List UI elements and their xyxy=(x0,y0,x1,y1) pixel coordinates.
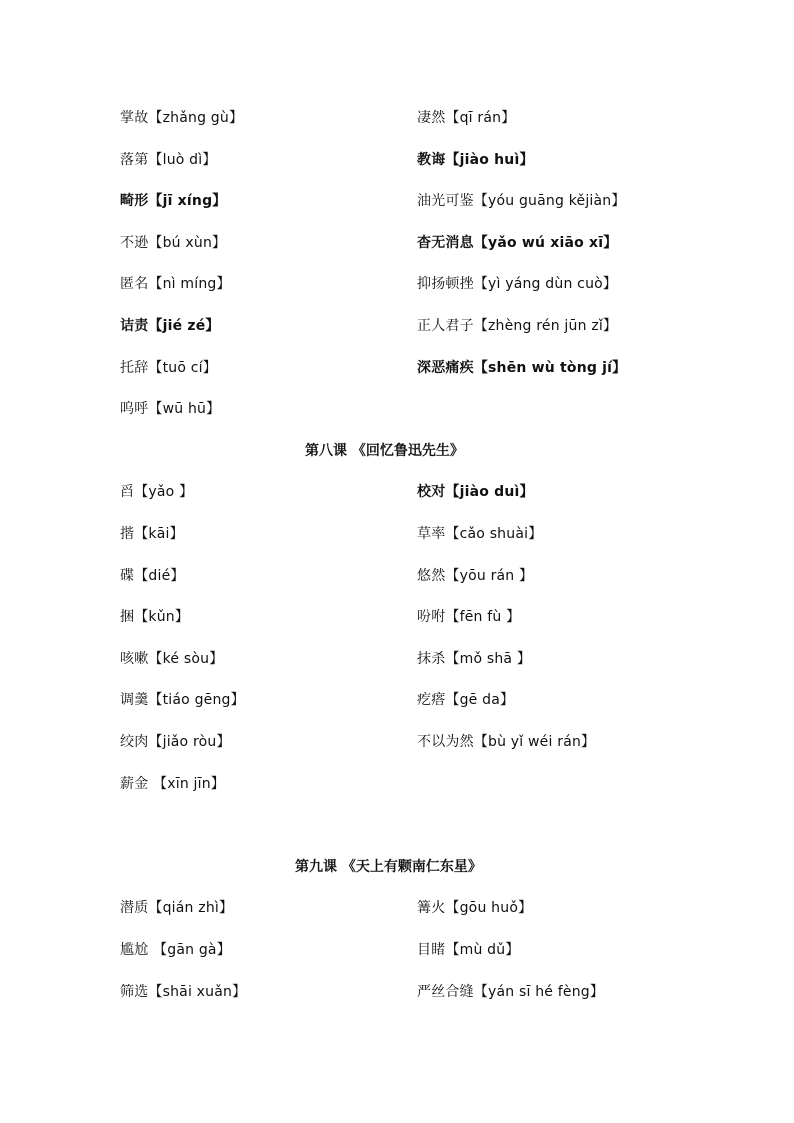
vocab-entry: 正人君子【zhèng rén jūn zǐ】 xyxy=(417,318,618,334)
vocab-entry: 诘责【jié zé】 xyxy=(120,318,220,334)
vocab-entry: 凄然【qī rán】 xyxy=(417,110,516,126)
vocab-entry: 抹杀【mǒ shā 】 xyxy=(417,651,532,667)
vocab-entry: 不逊【bú xùn】 xyxy=(120,235,227,251)
vocab-entry: 捆【kǔn】 xyxy=(120,609,190,625)
vocab-entry: 悠然【yōu rán 】 xyxy=(417,568,534,584)
vocab-entry: 吩咐【fēn fù 】 xyxy=(417,609,521,625)
vocab-entry: 揩【kāi】 xyxy=(120,526,184,542)
vocab-entry: 薪金 【xīn jīn】 xyxy=(120,776,226,792)
vocab-entry: 筛选【shāi xuǎn】 xyxy=(120,984,247,1000)
vocab-entry: 落第【luò dì】 xyxy=(120,152,217,168)
vocab-entry: 尴尬 【gān gà】 xyxy=(120,942,231,958)
vocab-entry: 咳嗽【ké sòu】 xyxy=(120,651,224,667)
vocab-entry: 绞肉【jiǎo ròu】 xyxy=(120,734,231,750)
vocab-entry: 疙瘩【gē da】 xyxy=(417,692,515,708)
vocab-entry: 掌故【zhǎng gù】 xyxy=(120,110,244,126)
section-8-heading: 第八课 《回忆鲁迅先生》 xyxy=(305,443,464,459)
vocab-entry: 校对【jiào duì】 xyxy=(417,484,534,500)
vocab-entry: 呜呼【wū hū】 xyxy=(120,401,221,417)
vocab-entry: 抑扬顿挫【yì yáng dùn cuò】 xyxy=(417,276,618,292)
vocab-entry: 严丝合缝【yán sī hé fèng】 xyxy=(417,984,605,1000)
vocab-entry: 草率【cǎo shuài】 xyxy=(417,526,543,542)
vocab-entry: 潜质【qián zhì】 xyxy=(120,900,234,916)
vocab-entry: 畸形【jī xíng】 xyxy=(120,193,227,209)
vocab-entry: 舀【yǎo 】 xyxy=(120,484,194,500)
vocab-entry: 目睹【mù dǔ】 xyxy=(417,942,520,958)
vocab-entry: 油光可鉴【yóu guāng kějiàn】 xyxy=(417,193,626,209)
section-9-heading: 第九课 《天上有颗南仁东星》 xyxy=(295,859,482,875)
vocab-entry: 调羹【tiáo gēng】 xyxy=(120,692,245,708)
vocab-entry: 托辞【tuō cí】 xyxy=(120,360,217,376)
vocab-entry: 碟【dié】 xyxy=(120,568,185,584)
vocab-entry: 篝火【gōu huǒ】 xyxy=(417,900,533,916)
vocab-entry: 不以为然【bù yǐ wéi rán】 xyxy=(417,734,596,750)
vocab-entry: 匿名【nì míng】 xyxy=(120,276,231,292)
vocab-entry: 深恶痛疾【shēn wù tòng jí】 xyxy=(417,360,627,376)
vocab-entry: 教诲【jiào huì】 xyxy=(417,152,534,168)
vocab-entry: 杳无消息【yǎo wú xiāo xī】 xyxy=(417,235,618,251)
